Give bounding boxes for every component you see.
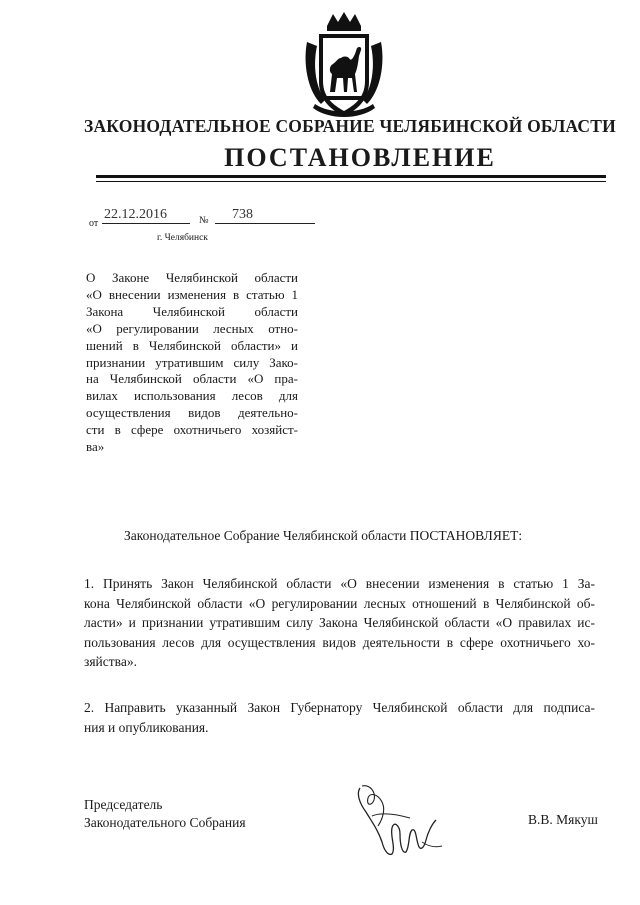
header-rule-thick <box>96 175 606 178</box>
preamble: Законодательное Собрание Челябинской области ПОСТАНОВЛЯЕТ: <box>124 528 523 543</box>
handwritten-signature <box>352 782 452 864</box>
subject-block <box>86 270 298 456</box>
paragraph-line: ния и опубликования. <box>84 719 209 735</box>
subject-line: Закона Челябинской области <box>86 303 298 319</box>
header-rule-thin <box>96 181 606 182</box>
signatory-title-line: Председатель <box>84 797 163 812</box>
document-date: 22.12.2016 <box>104 207 167 222</box>
subject-line: признании утратившим силу Зако- <box>86 354 298 370</box>
signatory-name: В.В. Мякуш <box>528 812 598 827</box>
paragraph-line: зяйства». <box>84 654 137 669</box>
paragraph-line: 1. Принять Закон Челябинской области «О внесении изменения в статью 1 За- <box>84 576 595 591</box>
paragraph-line: кона Челябинской области «О регулировании лесных отношений в Челябинской об- <box>84 595 595 611</box>
subject-line: «О внесении изменения в статью 1 <box>86 286 298 302</box>
document-number: 738 <box>232 207 253 222</box>
signatory-title <box>84 796 246 832</box>
paragraph-line: ласти» и признании утратившим силу Закона Челябинской области «О правилах ис- <box>84 615 595 630</box>
document-type-heading: ПОСТАНОВЛЕНИЕ <box>224 143 496 172</box>
subject-line: осуществления видов деятельно- <box>86 405 298 421</box>
paragraph-line: пользования лесов для осуществления видов деятельности в сфере охотничьего хо- <box>84 634 595 650</box>
resolution-item-2 <box>84 698 595 737</box>
subject-line: сти в сфере охотничьего хозяйст- <box>86 422 298 438</box>
number-underline <box>215 223 315 224</box>
subject-line: ва» <box>86 439 105 455</box>
paragraph-line: 2. Направить указанный Закон Губернатору Челябинской области для подписа- <box>84 700 595 715</box>
coat-of-arms-icon <box>303 12 385 120</box>
city-label: г. Челябинск <box>157 233 208 243</box>
subject-line: вилах использования лесов для <box>86 388 298 404</box>
signatory-title-line: Законодательного Собрания <box>84 815 246 830</box>
subject-line: О Законе Челябинской области <box>86 270 298 285</box>
number-prefix: № <box>199 215 209 226</box>
subject-line: на Челябинской области «О пра- <box>86 371 298 387</box>
subject-line: шений в Челябинской области» и <box>86 337 298 353</box>
date-prefix: от <box>89 218 99 229</box>
subject-line: «О регулировании лесных отно- <box>86 320 298 336</box>
date-underline <box>102 223 190 224</box>
organization-title: ЗАКОНОДАТЕЛЬНОЕ СОБРАНИЕ ЧЕЛЯБИНСКОЙ ОБЛАСТИ <box>84 116 616 136</box>
resolution-item-1 <box>84 574 595 672</box>
